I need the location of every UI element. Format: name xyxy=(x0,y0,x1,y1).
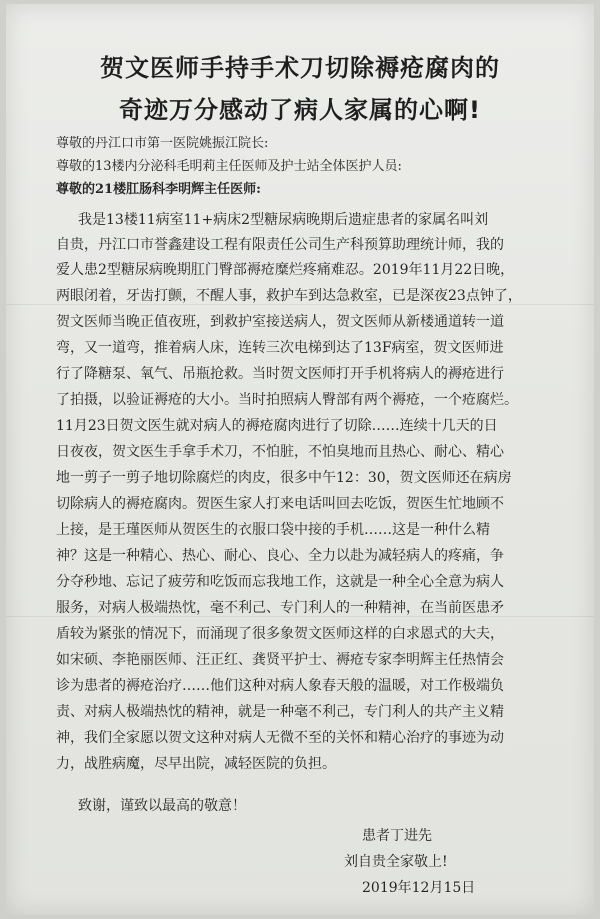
body-line: 诊为患者的褥疮治疗……他们这种对病人象春天般的温暖，对工作极端负 xyxy=(56,678,504,694)
body-line: 爱人患2型糖尿病晚期肛门臀部褥疮糜烂疼痛难忍。2019年11月22日晚， xyxy=(56,262,515,278)
letter-page xyxy=(6,4,594,915)
body-line: 如宋硕、李艳丽医师、汪正红、龚贤平护士、褥疮专家李明辉主任热情会 xyxy=(56,652,504,668)
signature-date: 2019年12月15日 xyxy=(362,880,476,896)
body-line: 自贵，丹江口市誉鑫建设工程有限责任公司生产科预算助理统计师，我的 xyxy=(56,237,504,253)
closing-line: 致谢，谨致以最高的敬意！ xyxy=(78,798,246,814)
signature-family: 刘自贵全家敬上! xyxy=(344,854,448,870)
salutation-anorectal: 尊敬的21楼肛肠科李明辉主任医师: xyxy=(56,182,261,197)
body-line: 神？这是一种精心、热心、耐心、良心、全力以赴为减轻病人的疼痛，争 xyxy=(56,548,504,564)
body-line: 弯，又一道弯，推着病人床，连转三次电梯到达了13F病室，贺文医师进 xyxy=(56,340,504,356)
signature-patient: 患者丁进先 xyxy=(362,828,432,844)
body-line: 贺文医师当晚正值夜班，到救护室接送病人，贺文医师从新楼通道转一道 xyxy=(56,314,504,330)
body-line: 盾较为紧张的情况下，而涌现了很多象贺文医师这样的白求恩式的大夫， xyxy=(56,626,504,642)
salutation-president: 尊敬的丹江口市第一医院姚振江院长: xyxy=(56,136,269,151)
salutation-endocrinology: 尊敬的13楼内分泌科毛明莉主任医师及护士站全体医护人员: xyxy=(56,159,402,174)
body-line: 服务，对病人极端热忱，毫不利己、专门利人的一种精神，在当前医患矛 xyxy=(56,600,504,616)
body-line: 力，战胜病魔，尽早出院，减轻医院的负担。 xyxy=(56,756,336,772)
body-line: 了拍摄，以验证褥疮的大小。当时拍照病人臀部有两个褥疮，一个疮腐烂。 xyxy=(56,392,518,408)
body-line: 切除病人的褥疮腐肉。贺医生家人打来电话叫回去吃饭，贺医生忙地顾不 xyxy=(56,496,504,512)
body-line: 地一剪子一剪子地切除腐烂的肉皮，很多中午12：30，贺文医师还在病房 xyxy=(56,470,512,486)
body-line: 责、对病人极端热忱的精神，就是一种毫不利己，专门利人的共产主义精 xyxy=(56,704,504,720)
body-line: 日夜夜，贺文医生手拿手术刀，不怕脏，不怕臭地而且热心、耐心、精心 xyxy=(56,444,504,460)
body-line: 我是13楼11病室11+病床2型糖尿病晚期后遗症患者的家属名叫刘 xyxy=(78,212,489,228)
letter-title-line-2: 奇迹万分感动了病人家属的心啊! xyxy=(119,96,481,124)
body-line: 两眼闭着，牙齿打颤，不醒人事，救护车到达急救室，已是深夜23点钟了， xyxy=(56,288,522,304)
body-line: 上接，是王瑾医师从贺医生的衣服口袋中接的手机……这是一种什么精 xyxy=(56,522,490,538)
body-line: 分夺秒地、忘记了疲劳和吃饭而忘我地工作，这就是一种全心全意为病人 xyxy=(56,574,504,590)
body-line: 11月23日贺文医生就对病人的褥疮腐肉进行了切除……连续十几天的日 xyxy=(56,418,498,434)
letter-title-line-1: 贺文医师手持手术刀切除褥疮腐肉的 xyxy=(100,54,500,82)
body-line: 行了降糖泵、氧气、吊瓶抢救。当时贺文医师打开手机将病人的褥疮进行 xyxy=(56,366,504,382)
body-line: 神，我们全家愿以贺文这种对病人无微不至的关怀和精心治疗的事迹为动 xyxy=(56,730,504,746)
